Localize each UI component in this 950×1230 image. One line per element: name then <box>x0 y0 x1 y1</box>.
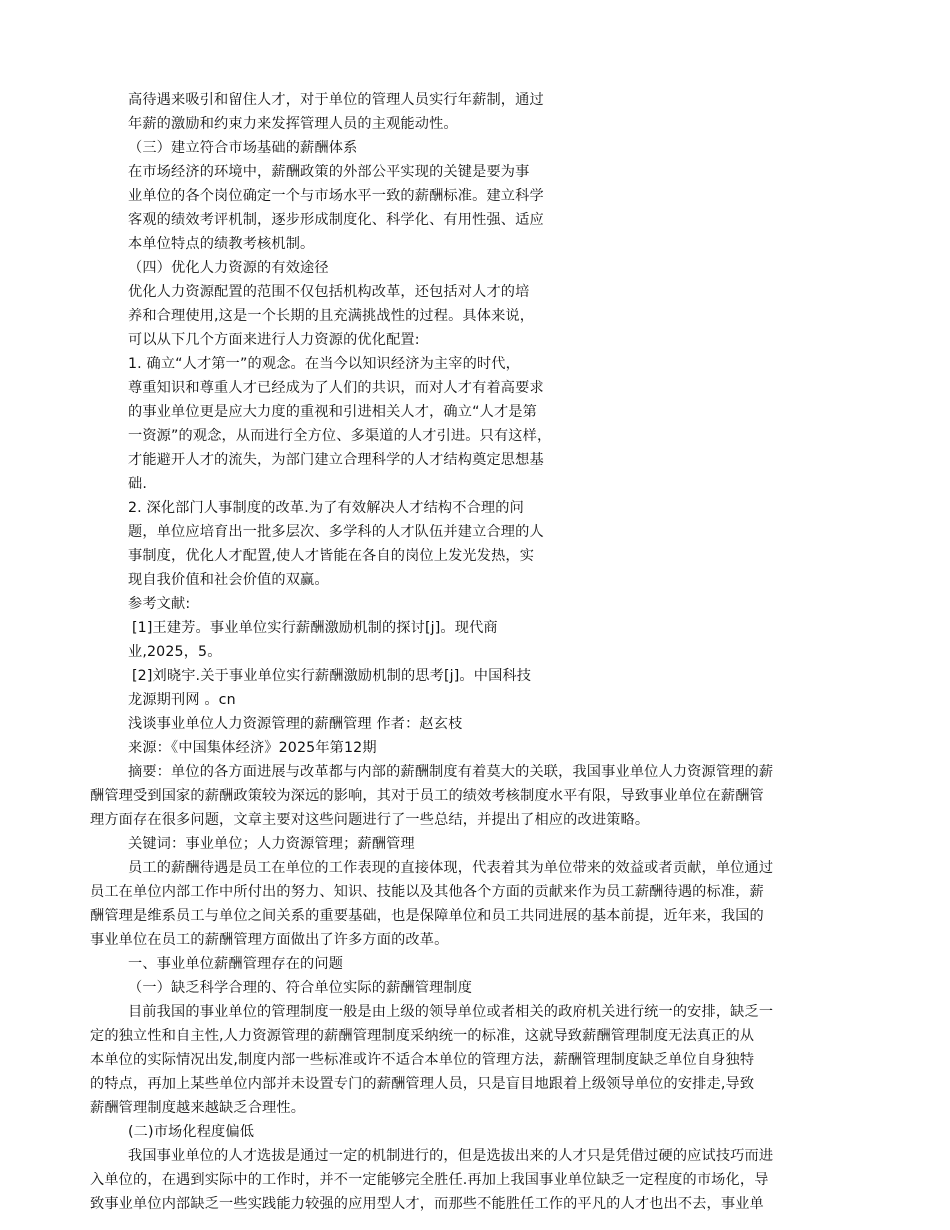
text-line: 业单位的各个岗位确定一个与市场水平一致的薪酬标准。建立科学 <box>128 188 544 204</box>
text-line: 在市场经济的环境中，薪酬政策的外部公平实现的关键是要为事 <box>128 164 530 180</box>
source-watermark: 龙源期刊网 。cn <box>128 692 236 708</box>
section-heading: （四）优化人力资源的有效途径 <box>128 260 329 276</box>
text-line: 事制度，优化人才配置,使人才皆能在各自的岗位上发光发热，实 <box>128 548 535 564</box>
text-line: 我国事业单位的人才选拔是通过一定的机制进行的，但是选拔出来的人才只是凭借过硬的应试技巧而进 <box>128 1148 774 1164</box>
text-line: 础. <box>128 476 147 492</box>
text-line: 才能避开人才的流失，为部门建立合理科学的人才结构奠定思想基 <box>128 452 544 468</box>
text-line: 酬管理是维系员工与单位之间关系的重要基础，也是保障单位和员工共同进展的基本前提，近年来，我国的 <box>90 908 764 924</box>
article-source: 来源：《中国集体经济》2025年第12期 <box>128 740 377 756</box>
text-line: 可以从下几个方面来进行人力资源的优化配置: <box>128 332 420 348</box>
abstract-line: 酬管理受到国家的薪酬政策较为深远的影响，其对于员工的绩效考核制度水平有限，导致事业单位在薪酬管 <box>90 788 764 804</box>
section-heading: （三）建立符合市场基础的薪酬体系 <box>128 140 358 156</box>
text-line: 尊重知识和尊重人才已经成为了人们的共识，而对人才有着高要求 <box>128 380 544 396</box>
subsection-heading: （一）缺乏科学合理的、符合单位实际的薪酬管理制度 <box>128 980 473 996</box>
references-heading: 参考文献: <box>128 596 191 612</box>
text-line: 一资源”的观念，从而进行全方位、多渠道的人才引进。只有这样， <box>128 428 552 444</box>
text-line: 的事业单位更是应大力度的重视和引进相关人才，确立“人才是第 <box>128 404 537 420</box>
reference-item: [1]王建芳。事业单位实行薪酬激励机制的探讨[j]。现代商 <box>132 620 498 636</box>
text-line: 优化人力资源配置的范围不仅包括机构改革，还包括对人才的培 <box>128 284 530 300</box>
abstract-line: 理方面存在很多问题，文章主要对这些问题进行了一些总结，并提出了相应的改进策略。 <box>90 812 650 828</box>
text-line: 员工的薪酬待遇是员工在单位的工作表现的直接体现，代表着其为单位带来的效益或者贡献，单位通过 <box>128 860 774 876</box>
text-line: 定的独立性和自主性,人力资源管理的薪酬管理制度采纳统一的标准，这就导致薪酬管理制度无法真正的从 <box>90 1028 755 1044</box>
text-line: 现自我价值和社会价值的双赢。 <box>128 572 329 588</box>
text-line: 入单位的，在遇到实际中的工作时，并不一定能够完全胜任.再加上我国事业单位缺乏一定程度的市场化，导 <box>90 1172 769 1188</box>
subsection-heading: (二)市场化程度偏低 <box>128 1124 255 1140</box>
text-line: 养和合理使用,这是一个长期的且充满挑战性的过程。具体来说， <box>128 308 535 324</box>
text-line: 客观的绩效考评机制，逐步形成制度化、科学化、有用性强、适应 <box>128 212 544 228</box>
list-item: 2. 深化部门人事制度的改革.为了有效解决人才结构不合理的问 <box>128 500 524 516</box>
text-line: 年薪的激励和约束力来发挥管理人员的主观能动性。 <box>128 116 458 132</box>
text-line: 目前我国的事业单位的管理制度一般是由上级的领导单位或者相关的政府机关进行统一的安排，缺乏一 <box>128 1004 774 1020</box>
text-line: 薪酬管理制度越来越缺乏合理性。 <box>90 1100 306 1116</box>
text-line: 高待遇来吸引和留住人才，对于单位的管理人员实行年薪制，通过 <box>128 92 544 108</box>
section-heading: 一、事业单位薪酬管理存在的问题 <box>128 956 344 972</box>
text-line: 题，单位应培育出一批多层次、多学科的人才队伍并建立合理的人 <box>128 524 544 540</box>
text-line: 致事业单位内部缺乏一些实践能力较强的应用型人才，而那些不能胜任工作的平凡的人才也出不去，事业单 <box>90 1196 764 1212</box>
abstract-line: 摘要：单位的各方面进展与改革都与内部的薪酬制度有着莫大的关联，我国事业单位人力资源管理的薪 <box>128 764 774 780</box>
text-line: 事业单位在员工的薪酬管理方面做出了许多方面的改革。 <box>90 932 449 948</box>
keywords-line: 关键词：事业单位；人力资源管理；薪酬管理 <box>128 836 415 852</box>
reference-item: 业,2025，5。 <box>128 644 222 660</box>
text-line: 员工在单位内部工作中所付出的努力、知识、技能以及其他各个方面的贡献来作为员工薪酬待遇的标准，薪 <box>90 884 764 900</box>
text-line: 本单位的实际情况出发,制度内部一些标准或许不适合本单位的管理方法，薪酬管理制度缺乏单位自身独特 <box>90 1052 755 1068</box>
text-line: 本单位特点的绩教考核机制。 <box>128 236 315 252</box>
article-title: 浅谈事业单位人力资源管理的薪酬管理 作者：赵玄枝 <box>128 716 463 732</box>
list-item: 1. 确立“人才第一”的观念。在当今以知识经济为主宰的时代， <box>128 356 520 372</box>
reference-item: [2]刘晓宇.关于事业单位实行薪酬激励机制的思考[j]。中国科技 <box>132 668 532 684</box>
text-line: 的特点，再加上某些单位内部并未设置专门的薪酬管理人员，只是盲目地跟着上级领导单位的安排走,导致 <box>90 1076 755 1092</box>
